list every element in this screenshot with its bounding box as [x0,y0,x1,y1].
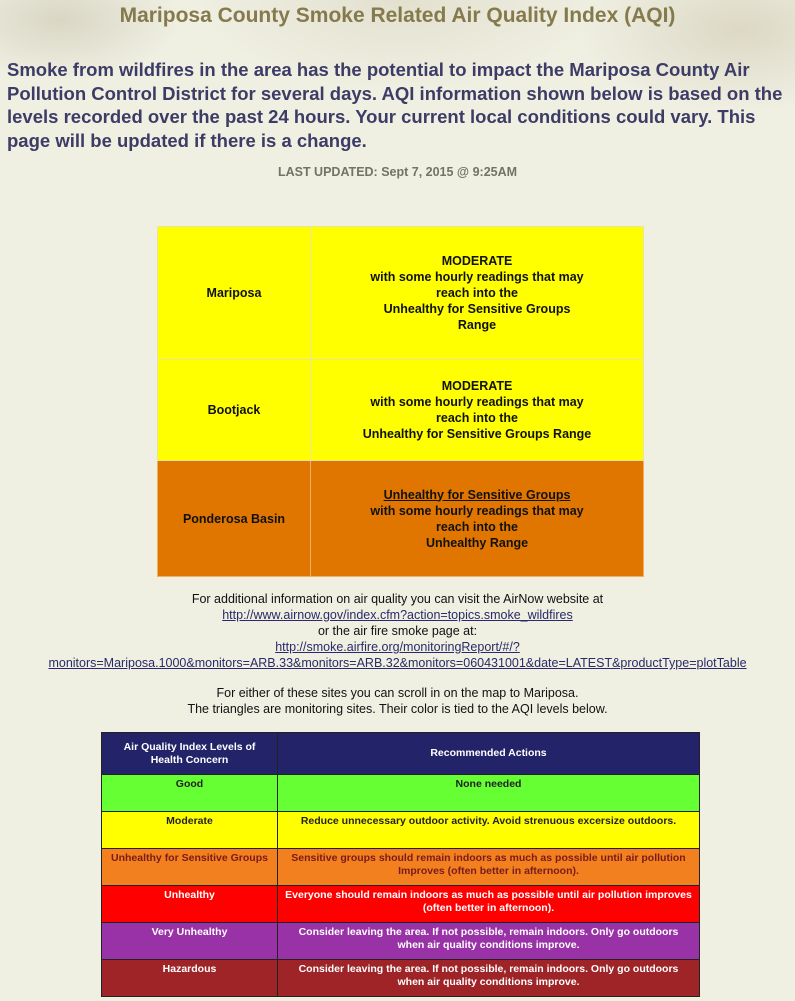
status-line: MODERATE [441,254,513,268]
table-row [102,923,700,960]
airnow-link[interactable]: http://www.airnow.gov/index.cfm?action=topics.smoke_wildfires [222,608,573,622]
page-title: Mariposa County Smoke Related Air Quality Index (AQI) [119,4,676,27]
level-hazardous: Hazardous [102,960,278,997]
header-level: Air Quality Index Levels of Health Concern [102,733,278,775]
action-hazardous: Consider leaving the area. If not possible, remain indoors. Only go outdoors when air quality conditions improve. [278,960,700,997]
area-row-ponderosa-basin [158,461,644,577]
table-row [102,849,700,886]
level-unhealthy: Unhealthy [102,886,278,923]
area-status [311,461,644,577]
action-moderate: Reduce unnecessary outdoor activity. Avoid strenuous excersize outdoors. [278,812,700,849]
table-row [102,775,700,812]
status-line: MODERATE [441,379,513,393]
area-status [311,360,644,461]
status-line: Unhealthy for Sensitive Groups [383,487,571,502]
table-header-row [102,733,700,775]
area-status [311,227,644,360]
airnow-text: For additional information on air quality you can visit the AirNow website at [191,592,604,606]
intro-paragraph: Smoke from wildfires in the area has the potential to impact the Mariposa County Air Pollution Control District for several days. AQI information shown below is based on the levels recorded over the past 24 hours. Your current local conditions could vary. This page will be updated if there is a change. [7,59,783,151]
status-line: Unhealthy Range [425,535,529,550]
status-line: with some hourly readings that may [370,395,584,409]
status-line: reach into the [436,411,518,425]
action-good: None needed [278,775,700,812]
level-very-unhealthy: Very Unhealthy [102,923,278,960]
area-row-mariposa [158,227,644,360]
table-row [102,960,700,997]
action-unhealthy: Everyone should remain indoors as much as possible until air pollution improves (often better in afternoon). [278,886,700,923]
action-unhealthy-sensitive: Sensitive groups should remain indoors as much as possible until air pollution Improves (often better in afternoon). [278,849,700,886]
recommended-actions-table [101,732,700,997]
status-line: with some hourly readings that may [370,270,584,284]
area-location: Bootjack [158,360,311,461]
status-line: Range [457,318,497,332]
table-row [102,812,700,849]
status-line: reach into the [436,519,518,534]
level-good: Good [102,775,278,812]
airfire-link-line-2[interactable]: monitors=Mariposa.1000&monitors=ARB.33&monitors=ARB.32&monitors=060431001&date=LATEST&productType=plotTable [48,656,747,670]
area-aqi-table [157,226,644,577]
map-instructions: For either of these sites you can scroll in on the map to Mariposa. [216,686,579,700]
header-action: Recommended Actions [278,733,700,775]
triangle-instructions: The triangles are monitoring sites. Their color is tied to the AQI levels below. [187,702,608,716]
level-unhealthy-sensitive: Unhealthy for Sensitive Groups [102,849,278,886]
table-row [102,886,700,923]
area-row-bootjack [158,360,644,461]
area-location: Mariposa [158,227,311,360]
status-line: Unhealthy for Sensitive Groups Range [362,427,592,441]
airfire-link-line-1[interactable]: http://smoke.airfire.org/monitoringReport/#/? [275,640,520,654]
status-line: reach into the [436,286,518,300]
last-updated: LAST UPDATED: Sept 7, 2015 @ 9:25AM [277,165,518,179]
airfire-text: or the air fire smoke page at: [317,624,478,638]
status-line: with some hourly readings that may [370,503,584,518]
level-moderate: Moderate [102,812,278,849]
action-very-unhealthy: Consider leaving the area. If not possible, remain indoors. Only go outdoors when air quality conditions improve. [278,923,700,960]
status-line: Unhealthy for Sensitive Groups [383,302,571,316]
area-location: Ponderosa Basin [158,461,311,577]
